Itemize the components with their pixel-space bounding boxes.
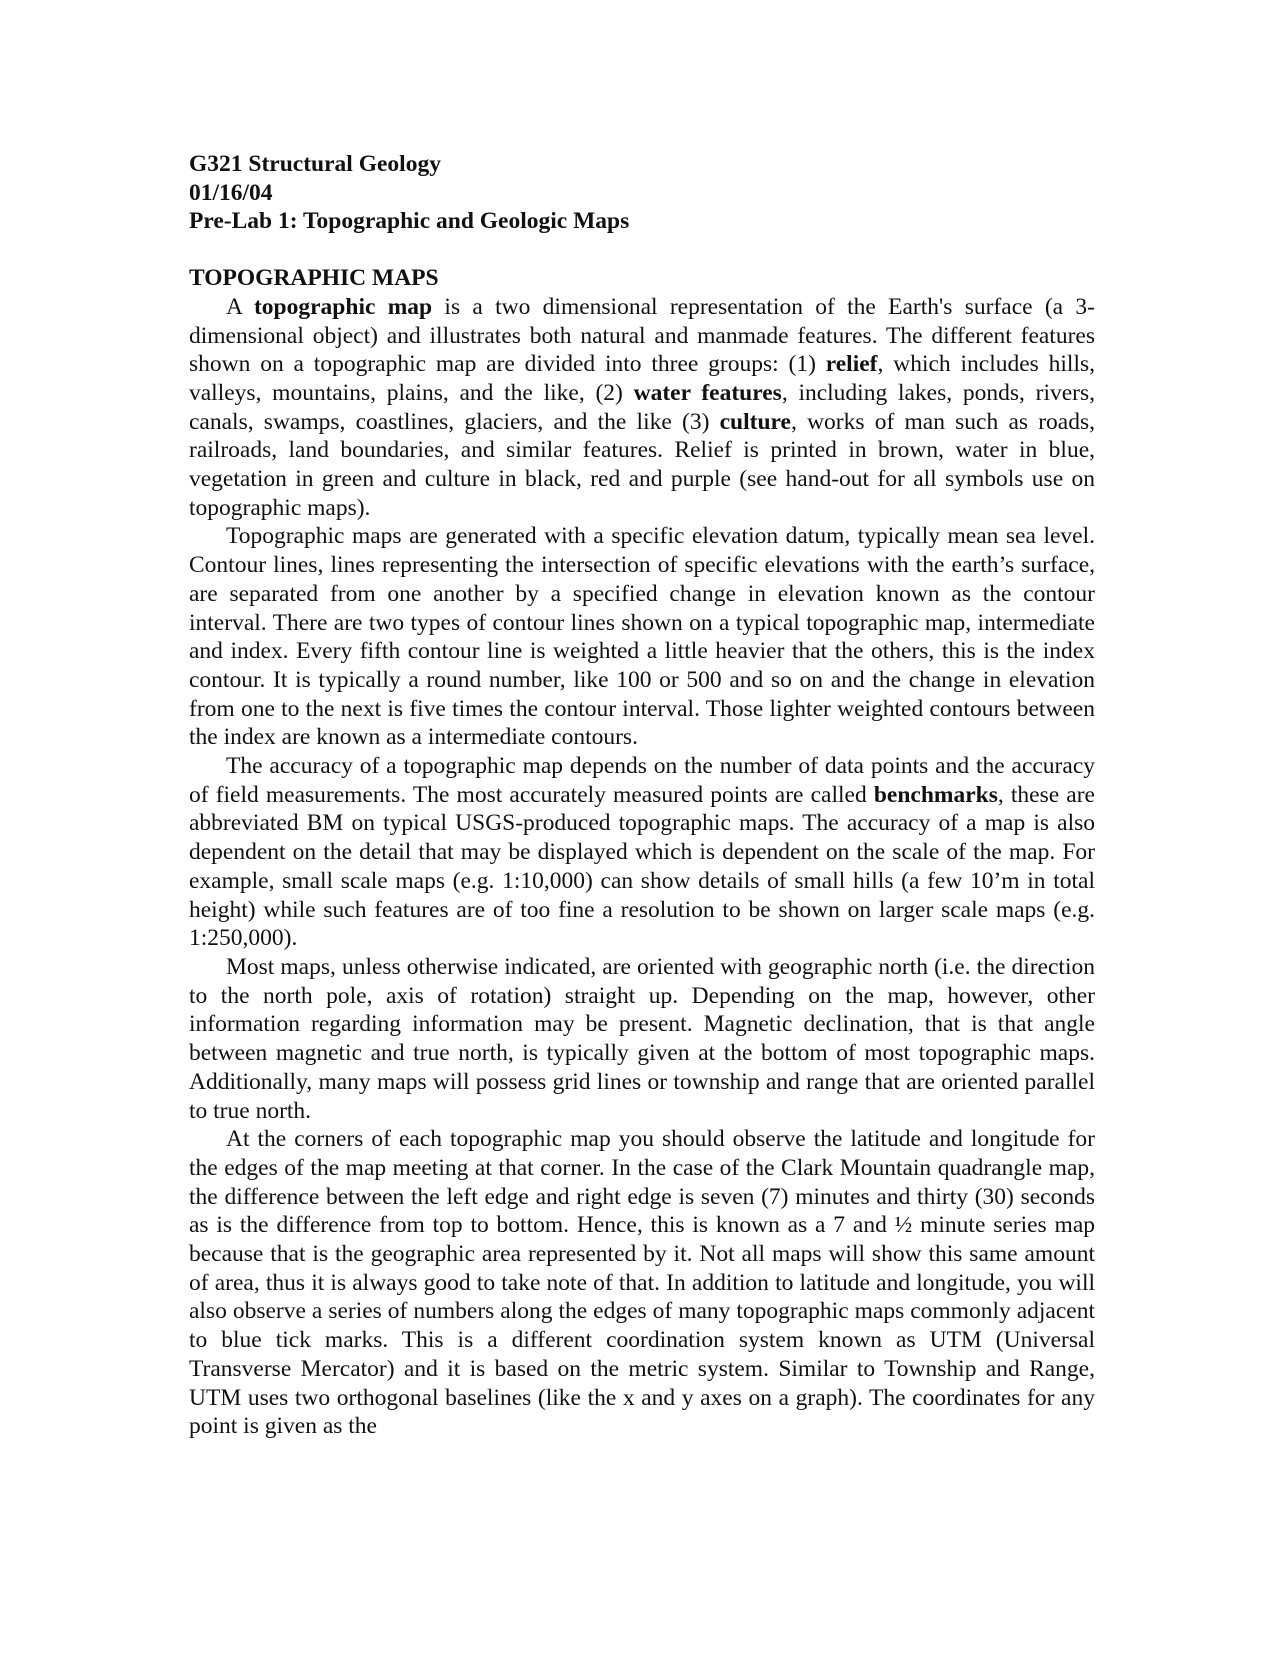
term-topographic-map: topographic map — [253, 293, 433, 320]
section-heading: TOPOGRAPHIC MAPS — [189, 265, 439, 292]
course-title: G321 Structural Geology — [189, 151, 441, 177]
paragraph-text: , these are abbreviated BM on typical USGS-produced topographic maps. The accuracy of a map is also dependent on the detail that may be displayed which is dependent on the scale of the map. For example, small scale maps (e.g. 1:10,000) can show details of small hills (a few 10’m in total height) while such features are of too fine a resolution to be shown on larger scale maps (e.g. 1:250,000). — [189, 781, 1095, 952]
paragraph-coordinates: At the corners of each topographic map you should observe the latitude and longitude for the edges of the map meeting at that corner. In the case of the Clark Mountain quadrangle map, the difference between the left edge and right edge is seven (7) minutes and thirty (30) seconds as is the difference from top to bottom. Hence, this is known as a 7 and ½ minute series map because that is the geographic area represented by it. Not all maps will show this same amount of area, thus it is always good to take note of that. In addition to latitude and longitude, you will also observe a series of numbers along the edges of many topographic maps commonly adjacent to blue tick marks. This is a different coordination system known as UTM (Universal Transverse Mercator) and it is based on the metric system. Similar to Township and Range, UTM uses two orthogonal baselines (like the x and y axes on a graph). The coordinates for any point is given as the — [189, 1126, 1095, 1440]
term-culture: culture — [719, 408, 791, 435]
paragraph-text: , works of man such as roads, railroads, land boundaries, and similar features. Relief is printed in brown, water in blue, vegetation in green and culture in black, red and purple (see hand-out for all symbols use on topographic maps). — [189, 408, 1095, 521]
paragraph-text: is a two dimensional representation of the Earth's surface (a 3-dimensional object) and illustrates both natural and manmade features. The different features shown on a topographic map are divided into three groups: (1) — [189, 293, 1095, 378]
lab-title: Pre-Lab 1: Topographic and Geologic Maps — [189, 208, 630, 235]
paragraph-topographic-map — [189, 293, 1095, 523]
paragraph-accuracy — [189, 752, 1095, 953]
paragraph-text: , which includes hills, valleys, mountains, plains, and the like, (2) — [189, 351, 1095, 406]
document-date: 01/16/04 — [189, 179, 273, 206]
paragraph-text: A — [226, 293, 254, 320]
paragraph-text: , including lakes, ponds, rivers, canals, swamps, coastlines, glaciers, and the like (3) — [189, 379, 1096, 435]
paragraph-contours: Topographic maps are generated with a specific elevation datum, typically mean sea level. Contour lines, lines representing the intersection of specific elevations with the earth’s surface, are separated from one another by a specified change in elevation known as the contour interval. There are two types of contour lines shown on a typical topographic map, intermediate and index. Every fifth contour line is weighted a little heavier that the others, this is the index contour. It is typically a round number, like 100 or 500 and so on and the change in elevation from one to the next is five times the contour interval. Those lighter weighted contours between the index are known as a intermediate contours. — [189, 523, 1095, 751]
term-relief: relief — [825, 351, 878, 378]
term-water-features: water features — [633, 379, 782, 406]
document-page — [189, 150, 1095, 1441]
term-benchmarks: benchmarks — [873, 781, 998, 808]
paragraph-text: The accuracy of a topographic map depends on the number of data points and the accuracy of field measurements. The most accurately measured points are called — [189, 753, 1095, 808]
paragraph-orientation: Most maps, unless otherwise indicated, are oriented with geographic north (i.e. the direction to the north pole, axis of rotation) straight up. Depending on the map, however, other information regarding information may be present. Magnetic declination, that is that angle between magnetic and true north, is typically given at the bottom of most topographic maps. Additionally, many maps will possess grid lines or township and range that are oriented parallel to true north. — [189, 953, 1095, 1124]
